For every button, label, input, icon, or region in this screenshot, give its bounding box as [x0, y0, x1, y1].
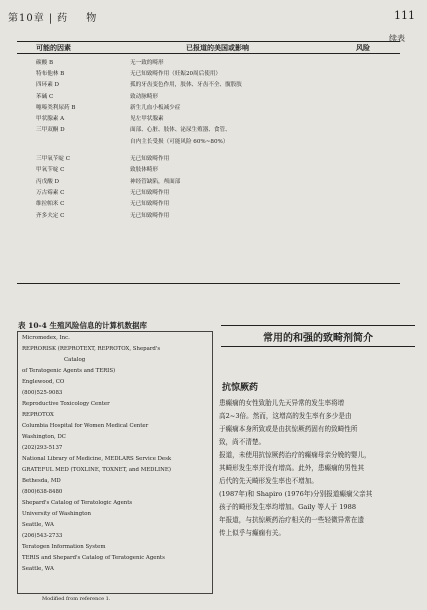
body-text-line: 高2~3倍。然而，这增高的发生率有多少是由 — [219, 412, 352, 420]
drug-cell: 三甲氧苄啶 C — [36, 156, 71, 163]
database-entry: University of Washington — [22, 511, 91, 517]
table-row — [36, 135, 366, 146]
drug-cell: 三甲双酮 D — [36, 127, 65, 134]
effect-cell: 无已知致畸作用 — [130, 156, 170, 163]
body-text-line: 报道，未使用抗惊厥药治疗的癫痫母亲分娩的婴儿， — [219, 451, 371, 459]
effect-cell: 面部、心脏、肢体、泌尿生殖器、食管、 — [130, 127, 231, 134]
body-text-line: 孩子的畸形发生率均增加。Gaily 等人于 1988 — [219, 503, 357, 511]
body-text-line: 致，尚不清楚。 — [219, 438, 266, 446]
body-text-line: 传上似乎与癫痫有关。 — [219, 529, 285, 537]
chapter-label: 第10章 — [8, 13, 45, 24]
database-entry: Reproductive Toxicology Center — [22, 401, 110, 407]
table-row — [36, 164, 366, 175]
drug-cell: 甲氧苄啶 C — [36, 167, 65, 174]
part-label-2: 物 — [86, 13, 98, 24]
col-header-risk: 风险 — [356, 43, 370, 52]
running-head — [8, 9, 97, 24]
effect-cell: 无已知致畸作用 — [130, 212, 170, 219]
body-text-line: 年报道，与抗惊厥药治疗相关的一些轻微异常在遗 — [219, 516, 365, 524]
body-text-line: 于癫痫本身所致或是由抗惊厥药固有的致畸性所 — [219, 425, 358, 433]
section-subtitle: 抗惊厥药 — [222, 383, 259, 393]
table-row — [36, 124, 366, 135]
database-entry: (800)638-8480 — [22, 489, 63, 495]
database-table — [17, 331, 213, 594]
part-label: 药 — [57, 13, 69, 24]
effect-cell: 无已知致畸作用（妊娠20周后使用） — [130, 70, 222, 77]
body-text-line: 其畸形发生率并没有增高。此外，患癫痫的男性其 — [219, 464, 365, 472]
col-header-drug: 可能的因素 — [36, 43, 71, 52]
drug-cell: 丙戊酸 D — [36, 178, 60, 185]
drug-cell: 维拉帕米 C — [36, 201, 65, 208]
database-entry: Teratogen Information System — [22, 544, 106, 550]
effect-cell: 无一致的畸形 — [130, 59, 164, 66]
effect-cell: 无已知致畸作用 — [130, 201, 170, 208]
effect-cell: 致动脉畸形 — [130, 93, 158, 100]
database-entry: Englewood, CO — [22, 379, 65, 385]
database-entry: (206)543-2733 — [22, 533, 63, 539]
drug-cell: 万古霉素 C — [36, 189, 65, 196]
table-row — [36, 198, 366, 209]
drug-cell: 特布他林 B — [36, 70, 65, 77]
page-number: 111 — [394, 9, 415, 22]
table-row — [36, 186, 366, 197]
section-title-rule-top — [221, 325, 415, 326]
database-entry: Shepard's Catalog of Teratologic Agents — [22, 500, 133, 506]
body-text-line: 后代的先天畸形发生率也不增加。 — [219, 477, 318, 485]
table-row — [36, 90, 366, 101]
database-entry: REPRORISK (REPROTEXT, REPROTOX, Shepard's — [22, 346, 161, 352]
drug-cell: 甲状腺素 A — [36, 116, 65, 123]
table-row — [36, 112, 366, 123]
head-separator: | — [48, 13, 54, 24]
drug-cell: 碳酸 B — [36, 59, 54, 66]
table2-footnote: Modified from reference 1. — [42, 596, 111, 602]
database-entry: TERIS and Shepard's Catalog of Teratogenic Agents — [22, 555, 165, 561]
table-top-rule — [17, 41, 400, 42]
database-entry: (202)293-5137 — [22, 445, 63, 451]
effect-cell: 神经管缺陷，颅面部 — [130, 178, 181, 185]
section-title-rule-bottom — [221, 346, 415, 347]
table-bottom-rule — [17, 283, 400, 284]
section-title: 常用的和强的致畸剂简介 — [263, 333, 373, 344]
table-continued-label: 续表 — [389, 34, 405, 43]
table2-caption: 表 10-4 生殖风险信息的计算机数据库 — [18, 321, 147, 330]
effect-cell: 新生儿血小板减少症 — [130, 104, 181, 111]
database-entry: Washington, DC — [22, 434, 66, 440]
col-header-effect: 已报道的美国或影响 — [186, 43, 249, 52]
database-entry: National Library of Medicine, MEDLARS Service Desk — [22, 456, 172, 462]
effect-cell: 自内主长受损（可能风险 60%~80%） — [130, 138, 229, 145]
table-row — [36, 152, 366, 163]
table-body — [36, 56, 366, 220]
database-entry: (800)525-9083 — [22, 390, 63, 396]
drug-cell: 噻嗪类利尿药 B — [36, 104, 76, 111]
database-entry: of Teratogenic Agents and TERIS) — [22, 368, 116, 374]
database-entry: Columbia Hospital for Women Medical Center — [22, 423, 149, 429]
effect-cell: 致肢体畸形 — [130, 167, 158, 174]
table-header-rule — [17, 53, 400, 54]
body-text-line: (1987年)和 Shapiro (1976年)分别报道癫痫父亲其 — [219, 490, 373, 498]
table-row — [36, 79, 366, 90]
table-row — [36, 175, 366, 186]
effect-cell: 见左甲状腺素 — [130, 116, 164, 123]
effect-cell: 孤的牙齿变色作用，肢体、牙齿不全、髋股肢 — [130, 82, 242, 89]
drug-cell: 四环素 D — [36, 82, 60, 89]
drug-cell: 苯碱 C — [36, 93, 54, 100]
database-entry: REPROTOX — [22, 412, 54, 418]
table-row — [36, 56, 366, 67]
table-row — [36, 101, 366, 112]
database-entry: GRATEFUL MED (TOXLINE, TOXNET, and MEDLINE) — [22, 467, 171, 473]
database-entry: Micromedex, Inc. — [22, 335, 70, 341]
body-text-line: 患癫痫的女性致胎儿先天异常的发生率将增 — [219, 399, 345, 407]
database-entry: Bethesda, MD — [22, 478, 61, 484]
database-entry: Seattle, WA — [22, 566, 54, 572]
effect-cell: 无已知致畸作用 — [130, 189, 170, 196]
drug-cell: 齐多夫定 C — [36, 212, 65, 219]
database-entry: Catalog — [64, 357, 86, 363]
table-row — [36, 209, 366, 220]
database-entry: Seattle, WA — [22, 522, 54, 528]
table-row — [36, 67, 366, 78]
